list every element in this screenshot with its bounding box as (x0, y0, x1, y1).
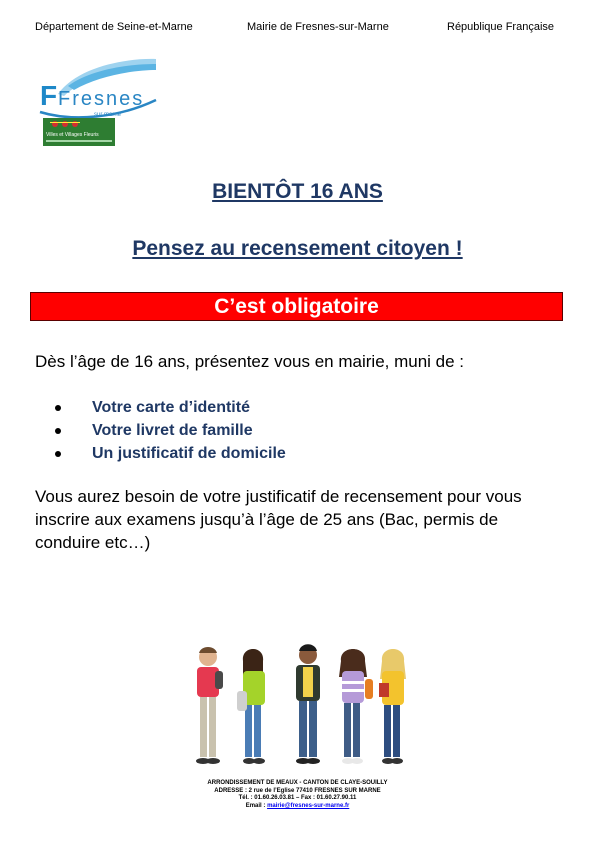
header-left: Département de Seine-et-Marne (35, 21, 193, 33)
footer-line: Tél. : 01.60.26.03.81 – Fax : 01.60.27.90.11 (238, 795, 357, 802)
obligation-banner: C’est obligatoire (30, 292, 563, 321)
logo-text: Fresnes (58, 88, 145, 110)
email-label: Email : (245, 802, 268, 809)
footer (0, 780, 595, 810)
footer-line: ADRESSE : 2 rue de l’Eglise 77410 FRESNES SUR MARNE (214, 787, 381, 794)
logo-subtext: sur marne (94, 112, 122, 118)
page-subtitle: Pensez au recensement citoyen ! (132, 237, 463, 260)
teenagers-illustration (183, 643, 413, 775)
bullet-icon (55, 451, 61, 457)
footer-line: ARRONDISSEMENT DE MEAUX - CANTON DE CLAYE-SOUILLY (207, 780, 388, 786)
bullet-icon (55, 405, 61, 411)
town-logo (38, 56, 160, 148)
email-link[interactable]: mairie@fresnes-sur-marne.fr (267, 802, 350, 809)
document-list (55, 397, 286, 466)
list-item: Votre livret de famille (55, 420, 286, 443)
info-paragraph: Vous aurez besoin de votre justificatif de recensement pour vous inscrire aux examens jusqu’à l’âge de 25 ans (Bac, permis de conduire etc…) (35, 487, 522, 552)
page-title: BIENTÔT 16 ANS (212, 180, 383, 203)
bullet-icon (55, 428, 61, 434)
list-item: Votre carte d’identité (55, 397, 286, 420)
intro-text: Dès l’âge de 16 ans, présentez vous en mairie, muni de : (35, 352, 465, 371)
svg-text:F: F (40, 80, 58, 111)
header-center: Mairie de Fresnes-sur-Marne (247, 21, 389, 33)
list-item: Un justificatif de domicile (55, 443, 286, 466)
logo-label: Villes et Villages Fleuris (46, 132, 99, 138)
header-right: République Française (447, 21, 555, 33)
footer-email-row (0, 803, 595, 811)
